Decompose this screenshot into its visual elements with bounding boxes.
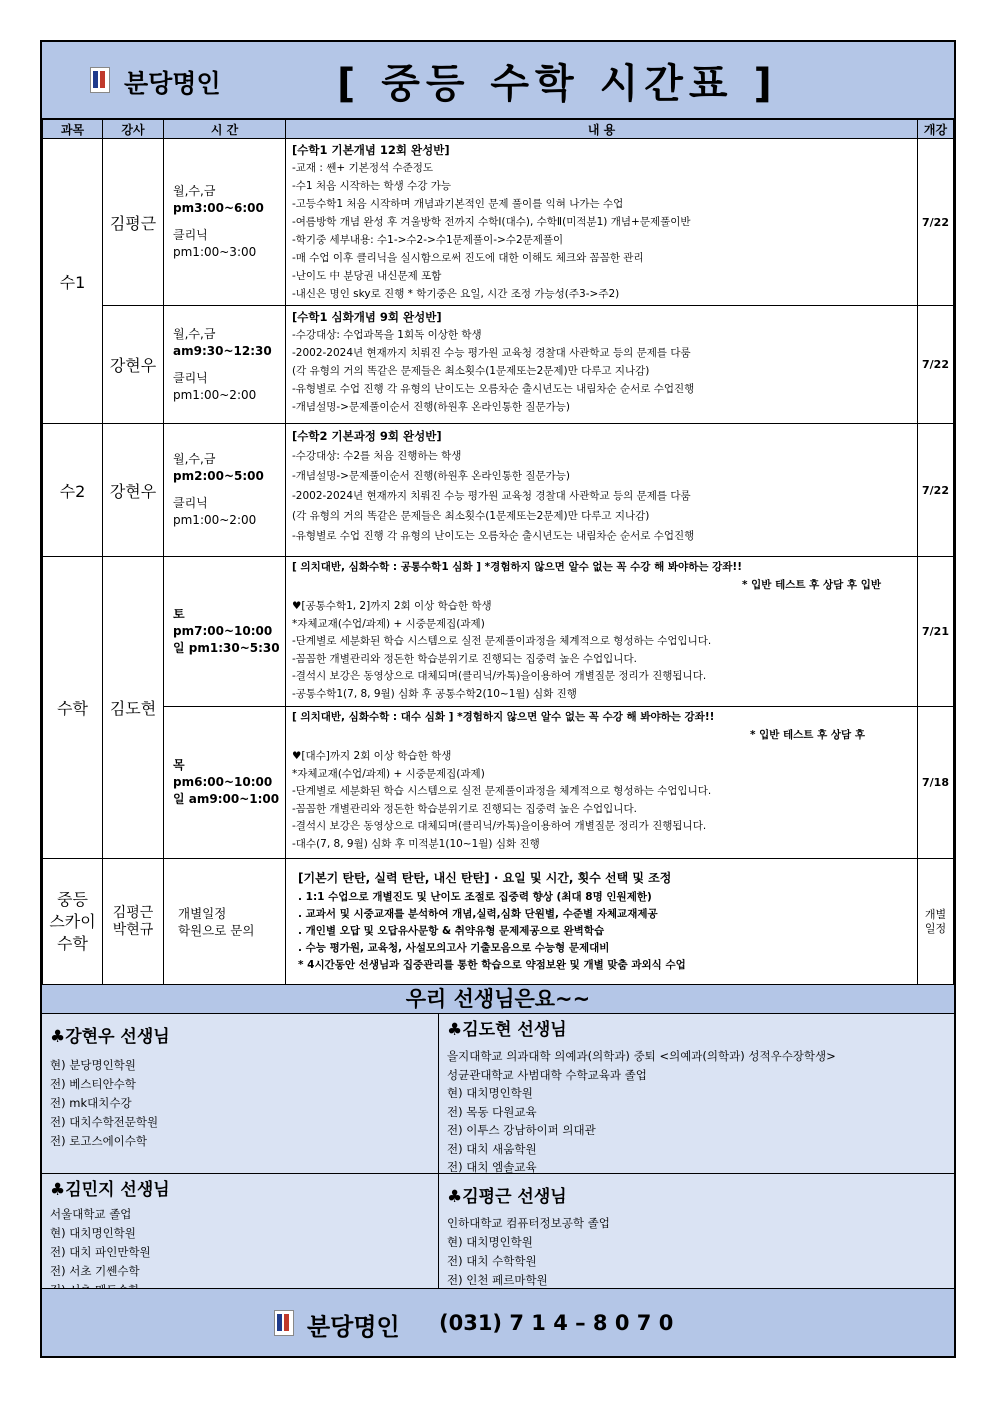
header-start: 개강: [918, 120, 954, 139]
header: [42, 42, 954, 119]
teacher-cell: 강현우: [103, 306, 164, 424]
subject-cell: 수1: [43, 139, 103, 424]
time-cell: 개별일정 학원으로 문의: [164, 859, 286, 985]
time-cell: 월,수,금 pm2:00~5:00 클리닉 pm1:00~2:00: [164, 424, 286, 557]
header-time: 시 간: [164, 120, 286, 139]
brand-name: 분당명인: [124, 69, 221, 98]
time-cell: 월,수,금 pm3:00~6:00 클리닉 pm1:00~3:00: [164, 139, 286, 306]
start-date: 개별 일정: [918, 859, 954, 985]
header-content: 내 용: [286, 120, 918, 139]
footer-brand: 분당명인: [307, 1313, 400, 1341]
teachers-section-title: 우리 선생님은요~~: [42, 985, 954, 1014]
content-cell: [수학2 기본과정 9회 완성반] -수강대상: 수2를 처음 진행하는 학생 -개념설명->문제풀이순서 진행(하원후 온라인통한 질문가능) -2002-2024년 현재까지 치뤄진 수능 평가원 교육청 경찰대 사관학교 등의 문제를 다룸 (각 유형의 거의 똑같은 문제들은 최소횟수(1문제또는2문제)만 다루고 지나감) -유형별로 수업 진행 각 유형의 난이도는 오름차순 출시년도는 내림차순 순서로 수업진행: [286, 424, 918, 557]
timetable: [42, 119, 954, 985]
content-cell: [ 의치대반, 심화수학 : 대수 심화 ] *경험하지 않으면 알수 없는 꼭 수강 해 봐야하는 강좌!! * 입반 테스트 후 상담 후 ♥[대수]까지 2회 이상 학습한 학생 *자체교재(수업/과제) + 시중문제집(과제) -단계별로 세분화된 학습 시스템으로 실전 문제풀이과정을 체계적으로 형성하는 수업입니다. -꼼꼼한 개별관리와 정돈한 학습분위기로 진행되는 집중력 높은 수업입니다. -결석시 보강은 동영상으로 대체되며(클리닉/카톡)을이용하여 개별질문 정리가 진행됩니다. -대수(7, 8, 9월) 심화 후 미적분1(10~1월) 심화 진행: [286, 707, 918, 859]
teacher-card-kang: ♣강현우 선생님 현) 분당명인학원 전) 베스티안수학 전) mk대치수강 전) 대치수학전문학원 전) 로고스에이수학: [42, 1014, 439, 1174]
teacher-card-kimpg: ♣김평근 선생님 인하대학교 컴퓨터정보공학 졸업 현) 대치명인학원 전) 대치 수학학원 전) 인천 페르마학원: [439, 1174, 954, 1300]
table-row: [43, 859, 954, 985]
start-date: 7/18: [918, 707, 954, 859]
header-subject: 과목: [43, 120, 103, 139]
academy-logo-icon: [90, 67, 110, 93]
table-row: [43, 707, 954, 859]
content-cell: [수학1 기본개념 12회 완성반] -교재 : 쎈+ 기본정석 수준정도 -수1 처음 시작하는 학생 수강 가능 -고등수학1 처음 시작하며 개념과기본적인 문제 풀이를 익혀 나가는 수업 -여름방학 개념 완성 후 겨울방학 전까지 수학Ⅰ(대수), 수학Ⅱ(미적분1) 개념+문제풀이반 -학기중 세부내용: 수1->수2->수1문제풀이->수2문제풀이 -매 수업 이후 클리닉을 실시함으로써 진도에 대한 이해도 체크와 꼼꼼한 관리 -난이도 中 분당권 내신문제 포함 -내신은 명인 sky로 진행 * 학기중은 요일, 시간 조정 가능성(주3->주2): [286, 139, 918, 306]
table-header-row: [43, 120, 954, 139]
time-cell: 월,수,금 am9:30~12:30 클리닉 pm1:00~2:00: [164, 306, 286, 424]
table-row: [43, 306, 954, 424]
subject-cell: 수학: [43, 557, 103, 859]
teachers-grid: [42, 1014, 954, 1300]
content-cell: [수학1 심화개념 9회 완성반] -수강대상: 수업과목을 1회독 이상한 학생 -2002-2024년 현재까지 치뤄진 수능 평가원 교육청 경찰대 사관학교 등의 문제를 다룸 (각 유형의 거의 똑같은 문제들은 최소횟수(1문제또는2문제)만 다루고 지나감) -유형별로 수업 진행 각 유형의 난이도는 오름차순 출시년도는 내림차순 순서로 수업진행 -개념설명->문제풀이순서 진행(하원후 온라인통한 질문가능): [286, 306, 918, 424]
academy-logo-icon: [274, 1310, 294, 1336]
content-cell: [기본기 탄탄, 실력 탄탄, 내신 탄탄] · 요일 및 시간, 횟수 선택 및 조정 . 1:1 수업으로 개별진도 및 난이도 조절로 집중력 향상 (최대 8명 인원제한) . 교과서 및 시중교재를 분석하여 개념,실력,심화 단원별, 수준별 자체교재제공 . 개인별 오답 및 오답유사문항 & 취약유형 문제제공으로 완벽학습 . 수능 평가원, 교육청, 사설모의고사 기출모음으로 수능형 문제대비 * 4시간동안 선생님과 집중관리를 통한 학습으로 약점보완 및 개별 맞춤 과외식 수업: [286, 859, 918, 985]
time-cell: 토 pm7:00~10:00 일 pm1:30~5:30: [164, 557, 286, 707]
footer-phone: (031) 7 1 4 – 8 0 7 0: [439, 1311, 674, 1335]
time-cell: 목 pm6:00~10:00 일 am9:00~1:00: [164, 707, 286, 859]
timetable-sheet: [40, 40, 956, 1358]
teacher-cell: 김평근: [103, 139, 164, 306]
teacher-cell: 김평근 박현규: [103, 859, 164, 985]
teacher-cell: 강현우: [103, 424, 164, 557]
content-cell: [ 의치대반, 심화수학 : 공통수학1 심화 ] *경험하지 않으면 알수 없는 꼭 수강 해 봐야하는 강좌!! * 입반 테스트 후 상담 후 입반 ♥[공통수학1, 2]까지 2회 이상 학습한 학생 *자체교재(수업/과제) + 시중문제집(과제) -단계별로 세분화된 학습 시스템으로 실전 문제풀이과정을 체계적으로 형성하는 수업입니다. -꼼꼼한 개별관리와 정돈한 학습분위기로 진행되는 집중력 높은 수업입니다. -결석시 보강은 동영상으로 대체되며(클리닉/카톡)을이용하여 개별질문 정리가 진행됩니다. -공통수학1(7, 8, 9월) 심화 후 공통수학2(10~1월) 심화 진행: [286, 557, 918, 707]
header-teacher: 강사: [103, 120, 164, 139]
table-row: [43, 139, 954, 306]
start-date: 7/22: [918, 424, 954, 557]
teacher-cell: 김도현: [103, 557, 164, 859]
table-row: [43, 557, 954, 707]
table-row: [43, 424, 954, 557]
start-date: 7/22: [918, 306, 954, 424]
start-date: 7/21: [918, 557, 954, 707]
start-date: 7/22: [918, 139, 954, 306]
footer: [42, 1288, 954, 1356]
page-title: [ 중등 수학 시간표 ]: [337, 61, 778, 107]
teacher-card-kimmj: ♣김민지 선생님 서울대학교 졸업 현) 대치명인학원 전) 대치 파인만학원 전) 서초 기쎈수학: [42, 1174, 439, 1300]
subject-cell: 중등 스카이 수학: [43, 859, 103, 985]
teacher-card-kimdh: ♣김도현 선생님 을지대학교 의과대학 의예과(의학과) 중퇴 <의예과(의학과) 성적우수장학생> 성균관대학교 사범대학 수학교육과 졸업 현) 대치명인학원 전) 목동 다원교육 전) 이투스 강남하이퍼 의대관 전) 대치 새움학원 전) 대치 엠솔교육: [439, 1014, 954, 1174]
subject-cell: 수2: [43, 424, 103, 557]
